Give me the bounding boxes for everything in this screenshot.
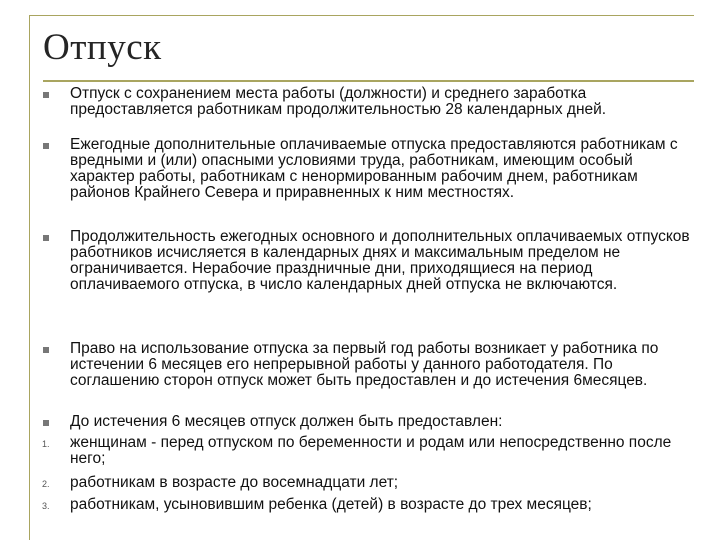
- bullet-item: [42, 341, 692, 389]
- frame-left-rule: [29, 15, 30, 540]
- bullet-item: [42, 86, 692, 118]
- square-bullet-icon: [42, 341, 62, 357]
- item-number: 3.: [42, 501, 50, 511]
- numbered-text: женщинам - перед отпуском по беременности и родам или непосредственно после него;: [70, 434, 672, 467]
- bullet-text: Отпуск с сохранением места работы (должности) и среднего заработка предоставляется работникам продолжительностью 28 календарных дней.: [70, 85, 607, 118]
- numbered-text: работникам в возрасте до восемнадцати лет;: [70, 474, 399, 491]
- item-number: 1.: [42, 439, 50, 449]
- item-number: 2.: [42, 479, 50, 489]
- bullet-text: Право на использование отпуска за первый год работы возникает у работника по истечении 6 месяцев его непрерывной работы у данного работодателя. По соглашению сторон отпуск может быть предоставлен и до истечения 6месяцев.: [70, 340, 659, 389]
- bullet-item: [42, 229, 692, 293]
- bullet-text: Продолжительность ежегодных основного и дополнительных оплачиваемых отпусков работников исчисляется в календарных днях и максимальным пределом не ограничивается. Нерабочие праздничные дни, приходящиеся на период оплачиваемого отпуска, в число календарных дней отпуска не включаются.: [70, 228, 690, 293]
- bullet-text: До истечения 6 месяцев отпуск должен быть предоставлен:: [70, 413, 503, 430]
- numbered-item: [42, 435, 692, 467]
- square-bullet-icon: [42, 137, 62, 153]
- numbered-item: [42, 497, 692, 513]
- title-underline: [43, 80, 694, 82]
- square-bullet-icon: [42, 414, 62, 430]
- numbered-text: работникам, усыновившим ребенка (детей) в возрасте до трех месяцев;: [70, 496, 592, 513]
- slide-title: Отпуск: [43, 27, 162, 68]
- bullet-text: Ежегодные дополнительные оплачиваемые отпуска предоставляются работникам с вредными и (или) опасными условиями труда, работникам, имеющим особый характер работы, работникам с ненормированным рабочим днем, работникам районов Крайнего Севера и приравненных к ним местностях.: [70, 136, 678, 201]
- numbered-item: [42, 475, 692, 491]
- bullet-item: [42, 137, 692, 201]
- frame-top-rule: [29, 15, 694, 16]
- bullet-item: [42, 414, 692, 430]
- square-bullet-icon: [42, 229, 62, 245]
- square-bullet-icon: [42, 86, 62, 102]
